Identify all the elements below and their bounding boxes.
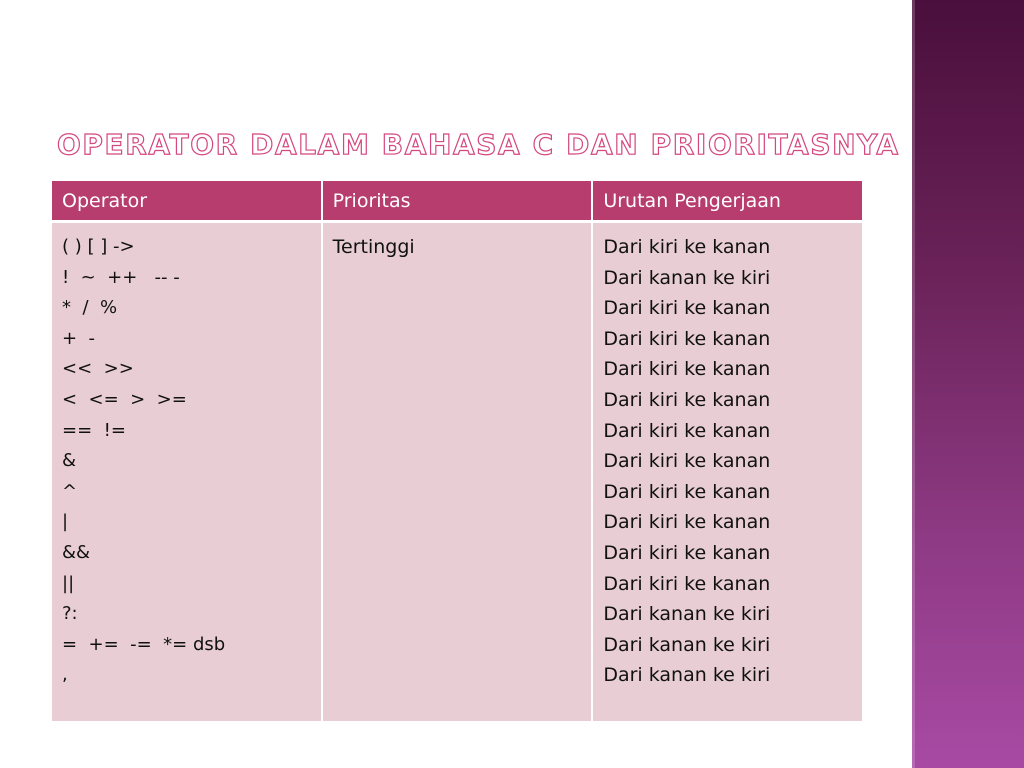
order-cell bbox=[592, 222, 862, 722]
order-item: Dari kiri ke kanan bbox=[603, 511, 771, 534]
operator-item: , bbox=[62, 664, 68, 686]
header-urutan-pengerjaan: Urutan Pengerjaan bbox=[592, 181, 862, 222]
operator-item: = += -= *= dsb bbox=[62, 633, 226, 655]
order-item: Dari kiri ke kanan bbox=[603, 541, 771, 564]
priority-cell bbox=[322, 222, 593, 722]
operator-item: | bbox=[62, 511, 69, 533]
order-item: Dari kanan ke kiri bbox=[603, 633, 771, 656]
side-decoration-panel bbox=[912, 0, 1024, 768]
order-item: Dari kiri ke kanan bbox=[603, 358, 771, 381]
header-prioritas: Prioritas bbox=[322, 181, 593, 222]
operator-cell bbox=[52, 222, 322, 722]
order-item: Dari kiri ke kanan bbox=[603, 327, 771, 350]
operator-item: ?: bbox=[62, 603, 78, 625]
order-item: Dari kiri ke kanan bbox=[603, 419, 771, 442]
order-item: Dari kiri ke kanan bbox=[603, 480, 771, 503]
header-operator: Operator bbox=[52, 181, 322, 222]
operator-item: << >> bbox=[62, 358, 134, 380]
operator-item: == != bbox=[62, 419, 126, 441]
order-item: Dari kanan ke kiri bbox=[603, 603, 771, 626]
operator-item: ^ bbox=[62, 480, 78, 502]
table-body-row bbox=[52, 222, 862, 722]
table-header-row bbox=[52, 181, 862, 222]
operator-item: < <= > >= bbox=[62, 388, 187, 410]
operator-item: || bbox=[62, 572, 75, 594]
order-item: Dari kiri ke kanan bbox=[603, 236, 771, 258]
order-item: Dari kiri ke kanan bbox=[603, 297, 771, 320]
order-item: Dari kanan ke kiri bbox=[603, 266, 771, 289]
operator-item: && bbox=[62, 541, 91, 563]
operator-item: & bbox=[62, 450, 77, 472]
slide-title: OPERATOR DALAM BAHASA C DAN PRIORITASNYA bbox=[57, 128, 900, 161]
order-item: Dari kiri ke kanan bbox=[603, 572, 771, 595]
operator-item: ( ) [ ] -> bbox=[62, 236, 135, 257]
priority-value: Tertinggi bbox=[332, 236, 415, 258]
operator-item: ! ~ ++ -- - bbox=[62, 266, 180, 288]
operator-table bbox=[52, 181, 862, 721]
order-item: Dari kanan ke kiri bbox=[603, 664, 771, 687]
order-item: Dari kiri ke kanan bbox=[603, 388, 771, 411]
operator-item: * / % bbox=[62, 297, 118, 319]
order-item: Dari kiri ke kanan bbox=[603, 450, 771, 473]
operator-item: + - bbox=[62, 327, 96, 349]
